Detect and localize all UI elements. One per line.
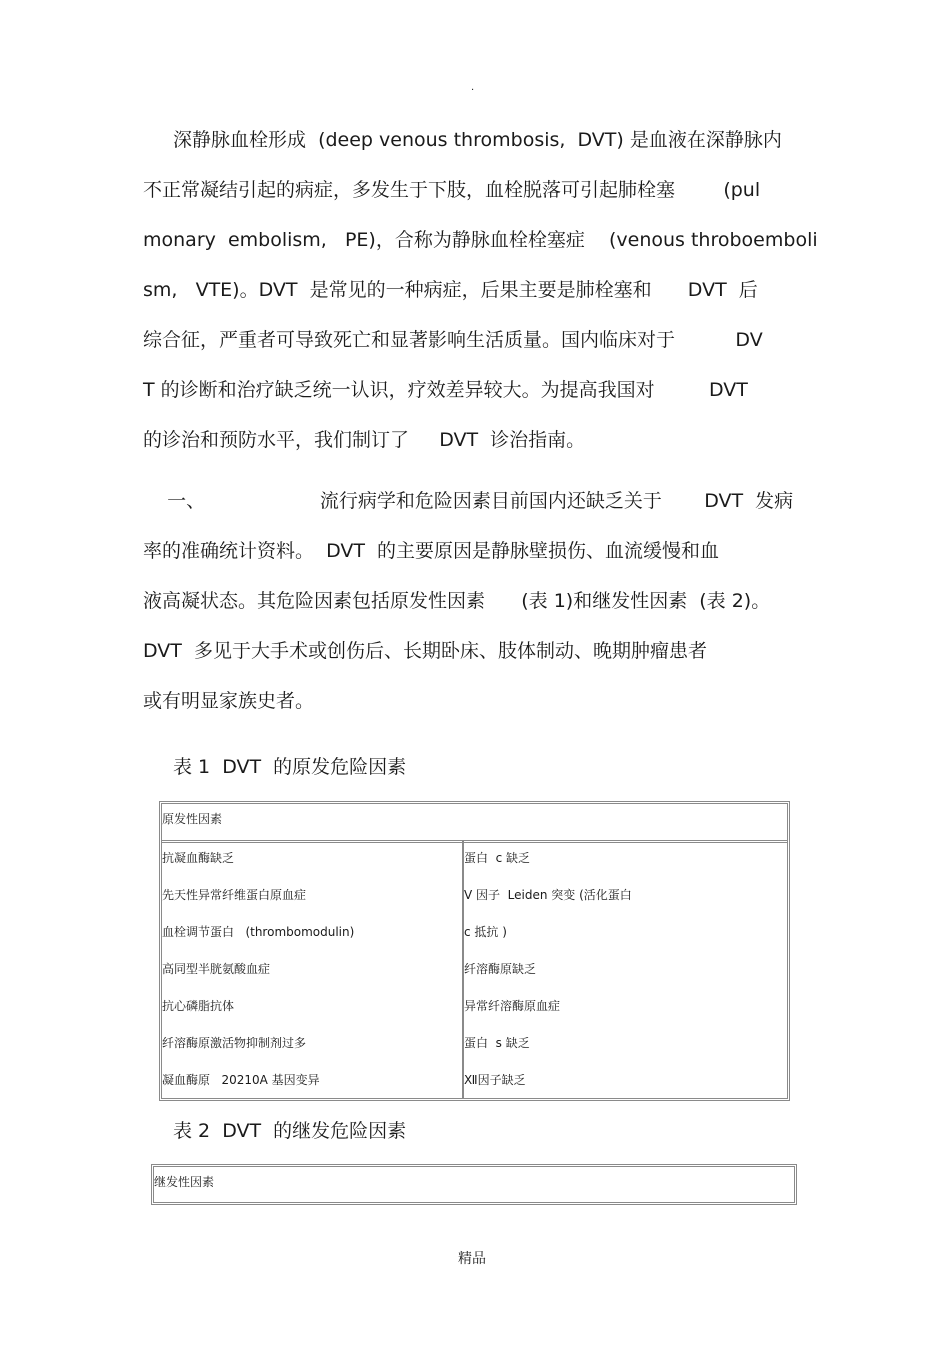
table1-right-cell: 蛋白 c 缺乏 (464, 851, 531, 865)
intro-line: T 的诊断和治疗缺乏统一认识，疗效差异较大。为提高我国对 DVT (143, 379, 748, 401)
table1-header-divider (162, 840, 787, 843)
intro-line: 的诊治和预防水平，我们制订了 DVT 诊治指南。 (143, 429, 586, 451)
table1 (159, 801, 790, 1101)
table2-header: 继发性因素 (154, 1175, 215, 1189)
table1-left-cell: 凝血酶原 20210A 基因变异 (162, 1073, 320, 1087)
intro-line: 综合征，严重者可导致死亡和显著影响生活质量。国内临床对于 DV (143, 329, 763, 351)
table1-right-cell: 蛋白 s 缺乏 (464, 1036, 530, 1050)
table1-left-cell: 抗心磷脂抗体 (162, 999, 235, 1013)
table2 (151, 1164, 797, 1205)
table1-left-cell: 血栓调节蛋白 (thrombomodulin) (162, 925, 355, 939)
intro-line: sm, VTE)。DVT 是常见的一种病症，后果主要是肺栓塞和 DVT 后 (143, 279, 758, 301)
page-footer: 精品 (458, 1251, 486, 1267)
intro-line: 深静脉血栓形成 (deep venous thrombosis, DVT) 是血液在深静脉内 (173, 129, 782, 151)
page-top-mark: . (471, 82, 475, 93)
section1-line: 一、 流行病学和危险因素目前国内还缺乏关于 DVT 发病 (143, 490, 794, 512)
table1-right-cell: Ⅻ因子缺乏 (464, 1073, 526, 1087)
table1-left-cell: 高同型半胱氨酸血症 (162, 962, 271, 976)
table1-left-cell: 纤溶酶原激活物抑制剂过多 (162, 1036, 307, 1050)
section1-line: 或有明显家族史者。 (143, 690, 315, 712)
table1-left-cell: 先天性异常纤维蛋白原血症 (162, 888, 307, 902)
table1-caption: 表 1 DVT 的原发危险因素 (173, 756, 407, 778)
table1-right-cell: V 因子 Leiden 突变 (活化蛋白 (464, 888, 632, 902)
table1-right-cell: 纤溶酶原缺乏 (464, 962, 537, 976)
intro-line: 不正常凝结引起的病症，多发生于下肢，血栓脱落可引起肺栓塞 (pul (143, 179, 761, 201)
table1-header: 原发性因素 (162, 812, 223, 826)
table1-right-cell: c 抵抗 ) (464, 925, 507, 939)
section1-line: 液高凝状态。其危险因素包括原发性因素 (表 1)和继发性因素 (表 2)。 (143, 590, 771, 612)
section1-line: DVT 多见于大手术或创伤后、长期卧床、肢体制动、晚期肿瘤患者 (143, 640, 707, 662)
table1-right-cell: 异常纤溶酶原血症 (464, 999, 561, 1013)
table1-left-cell: 抗凝血酶缺乏 (162, 851, 235, 865)
section1-line: 率的准确统计资料。 DVT 的主要原因是静脉壁损伤、血流缓慢和血 (143, 540, 720, 562)
intro-line: monary embolism, PE)，合称为静脉血栓栓塞症 (venous throboemboli (143, 229, 818, 251)
table2-caption: 表 2 DVT 的继发危险因素 (173, 1120, 407, 1142)
